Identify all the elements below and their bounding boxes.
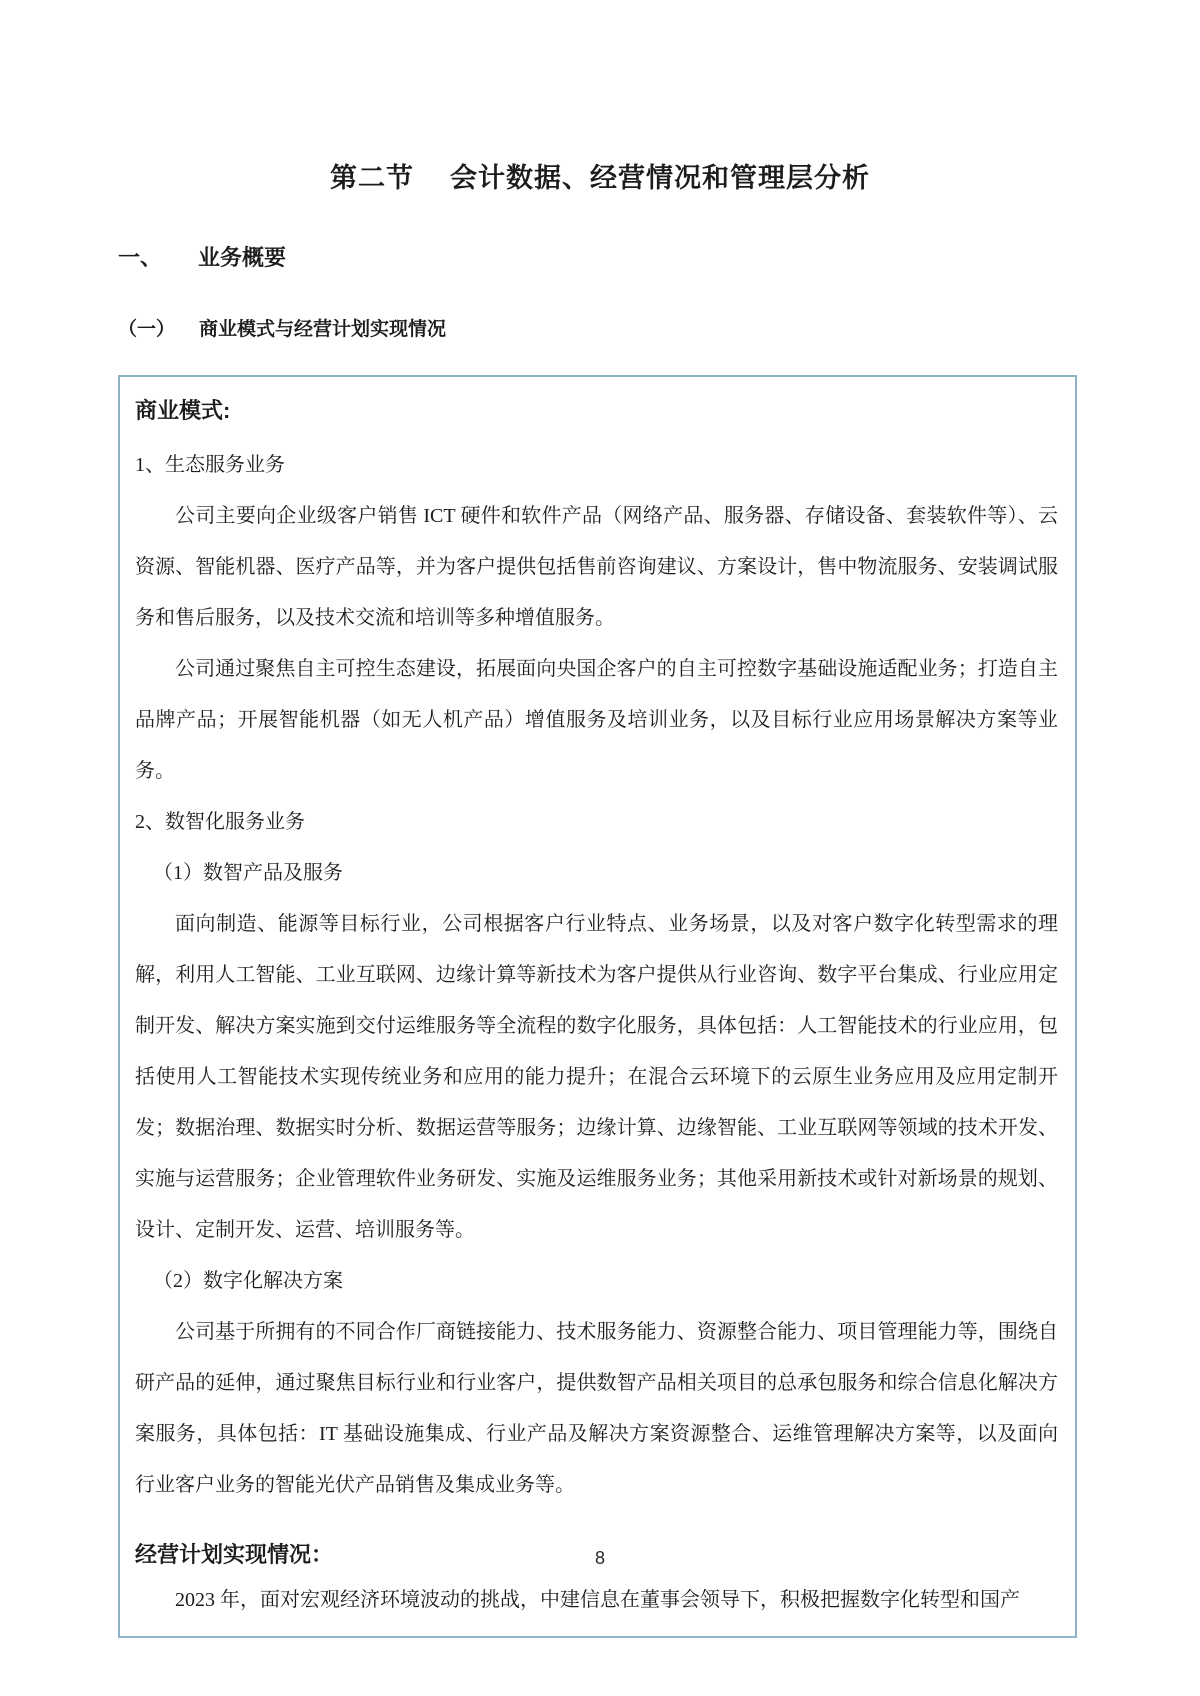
section-label: 业务概要 (198, 245, 287, 270)
subsection-number: （一） (118, 319, 176, 340)
paragraph-digital-solutions: 公司基于所拥有的不同合作厂商链接能力、技术服务能力、资源整合能力、项目管理能力等，围绕自研产品的延伸，通过聚焦目标行业和行业客户，提供数智产品相关项目的总承包服务和综合信息化解决方案服务，具体包括：IT 基础设施集成、行业产品及解决方案资源整合、运维管理解决方案等，以及面向行业客户业务的智能光伏产品销售及集成业务等。 (135, 1320, 1058, 1496)
business-model-heading: 商业模式: (135, 398, 231, 423)
sub-item-digital-products: （1）数智产品及服务 (153, 861, 343, 884)
subsection-label: 商业模式与经营计划实现情况 (199, 319, 447, 340)
paragraph-eco-service-2: 公司通过聚焦自主可控生态建设，拓展面向央国企客户的自主可控数字基础设施适配业务；打造自主品牌产品；开展智能机器（如无人机产品）增值服务及培训业务，以及目标行业应用场景解决方案等业务。 (135, 657, 1058, 782)
section-number: 一、 (118, 245, 163, 270)
sub-item-digital-solutions: （2）数字化解决方案 (153, 1269, 343, 1292)
page-number: 8 (594, 1548, 605, 1568)
subsection-heading (118, 314, 1200, 341)
page-title-text: 会计数据、经营情况和管理层分析 (450, 163, 870, 193)
page-title (0, 0, 1200, 195)
operating-plan-heading: 经营计划实现情况： (135, 1541, 334, 1567)
page-title-chapter: 第二节 (330, 163, 414, 193)
business-model-box (118, 375, 1077, 1638)
section-heading (118, 241, 1200, 272)
list-item-digital-service: 2、数智化服务业务 (135, 810, 305, 833)
list-item-eco-service: 1、生态服务业务 (135, 453, 285, 476)
paragraph-eco-service-1: 公司主要向企业级客户销售 ICT 硬件和软件产品（网络产品、服务器、存储设备、套装软件等）、云资源、智能机器、医疗产品等，并为客户提供包括售前咨询建议、方案设计，售中物流服务、安装调试服务和售后服务，以及技术交流和培训等多种增值服务。 (135, 504, 1058, 629)
paragraph-digital-products: 面向制造、能源等目标行业，公司根据客户行业特点、业务场景，以及对客户数字化转型需求的理解，利用人工智能、工业互联网、边缘计算等新技术为客户提供从行业咨询、数字平台集成、行业应用定制开发、解决方案实施到交付运维服务等全流程的数字化服务，具体包括：人工智能技术的行业应用，包括使用人工智能技术实现传统业务和应用的能力提升；在混合云环境下的云原生业务应用及应用定制开发；数据治理、数据实时分析、数据运营等服务；边缘计算、边缘智能、工业互联网等领域的技术开发、实施与运营服务；企业管理软件业务研发、实施及运维服务业务；其他采用新技术或针对新场景的规划、设计、定制开发、运营、培训服务等。 (135, 912, 1058, 1241)
paragraph-operating-plan: 2023 年，面对宏观经济环境波动的挑战，中建信息在董事会领导下，积极把握数字化转型和国产 (175, 1589, 1020, 1612)
